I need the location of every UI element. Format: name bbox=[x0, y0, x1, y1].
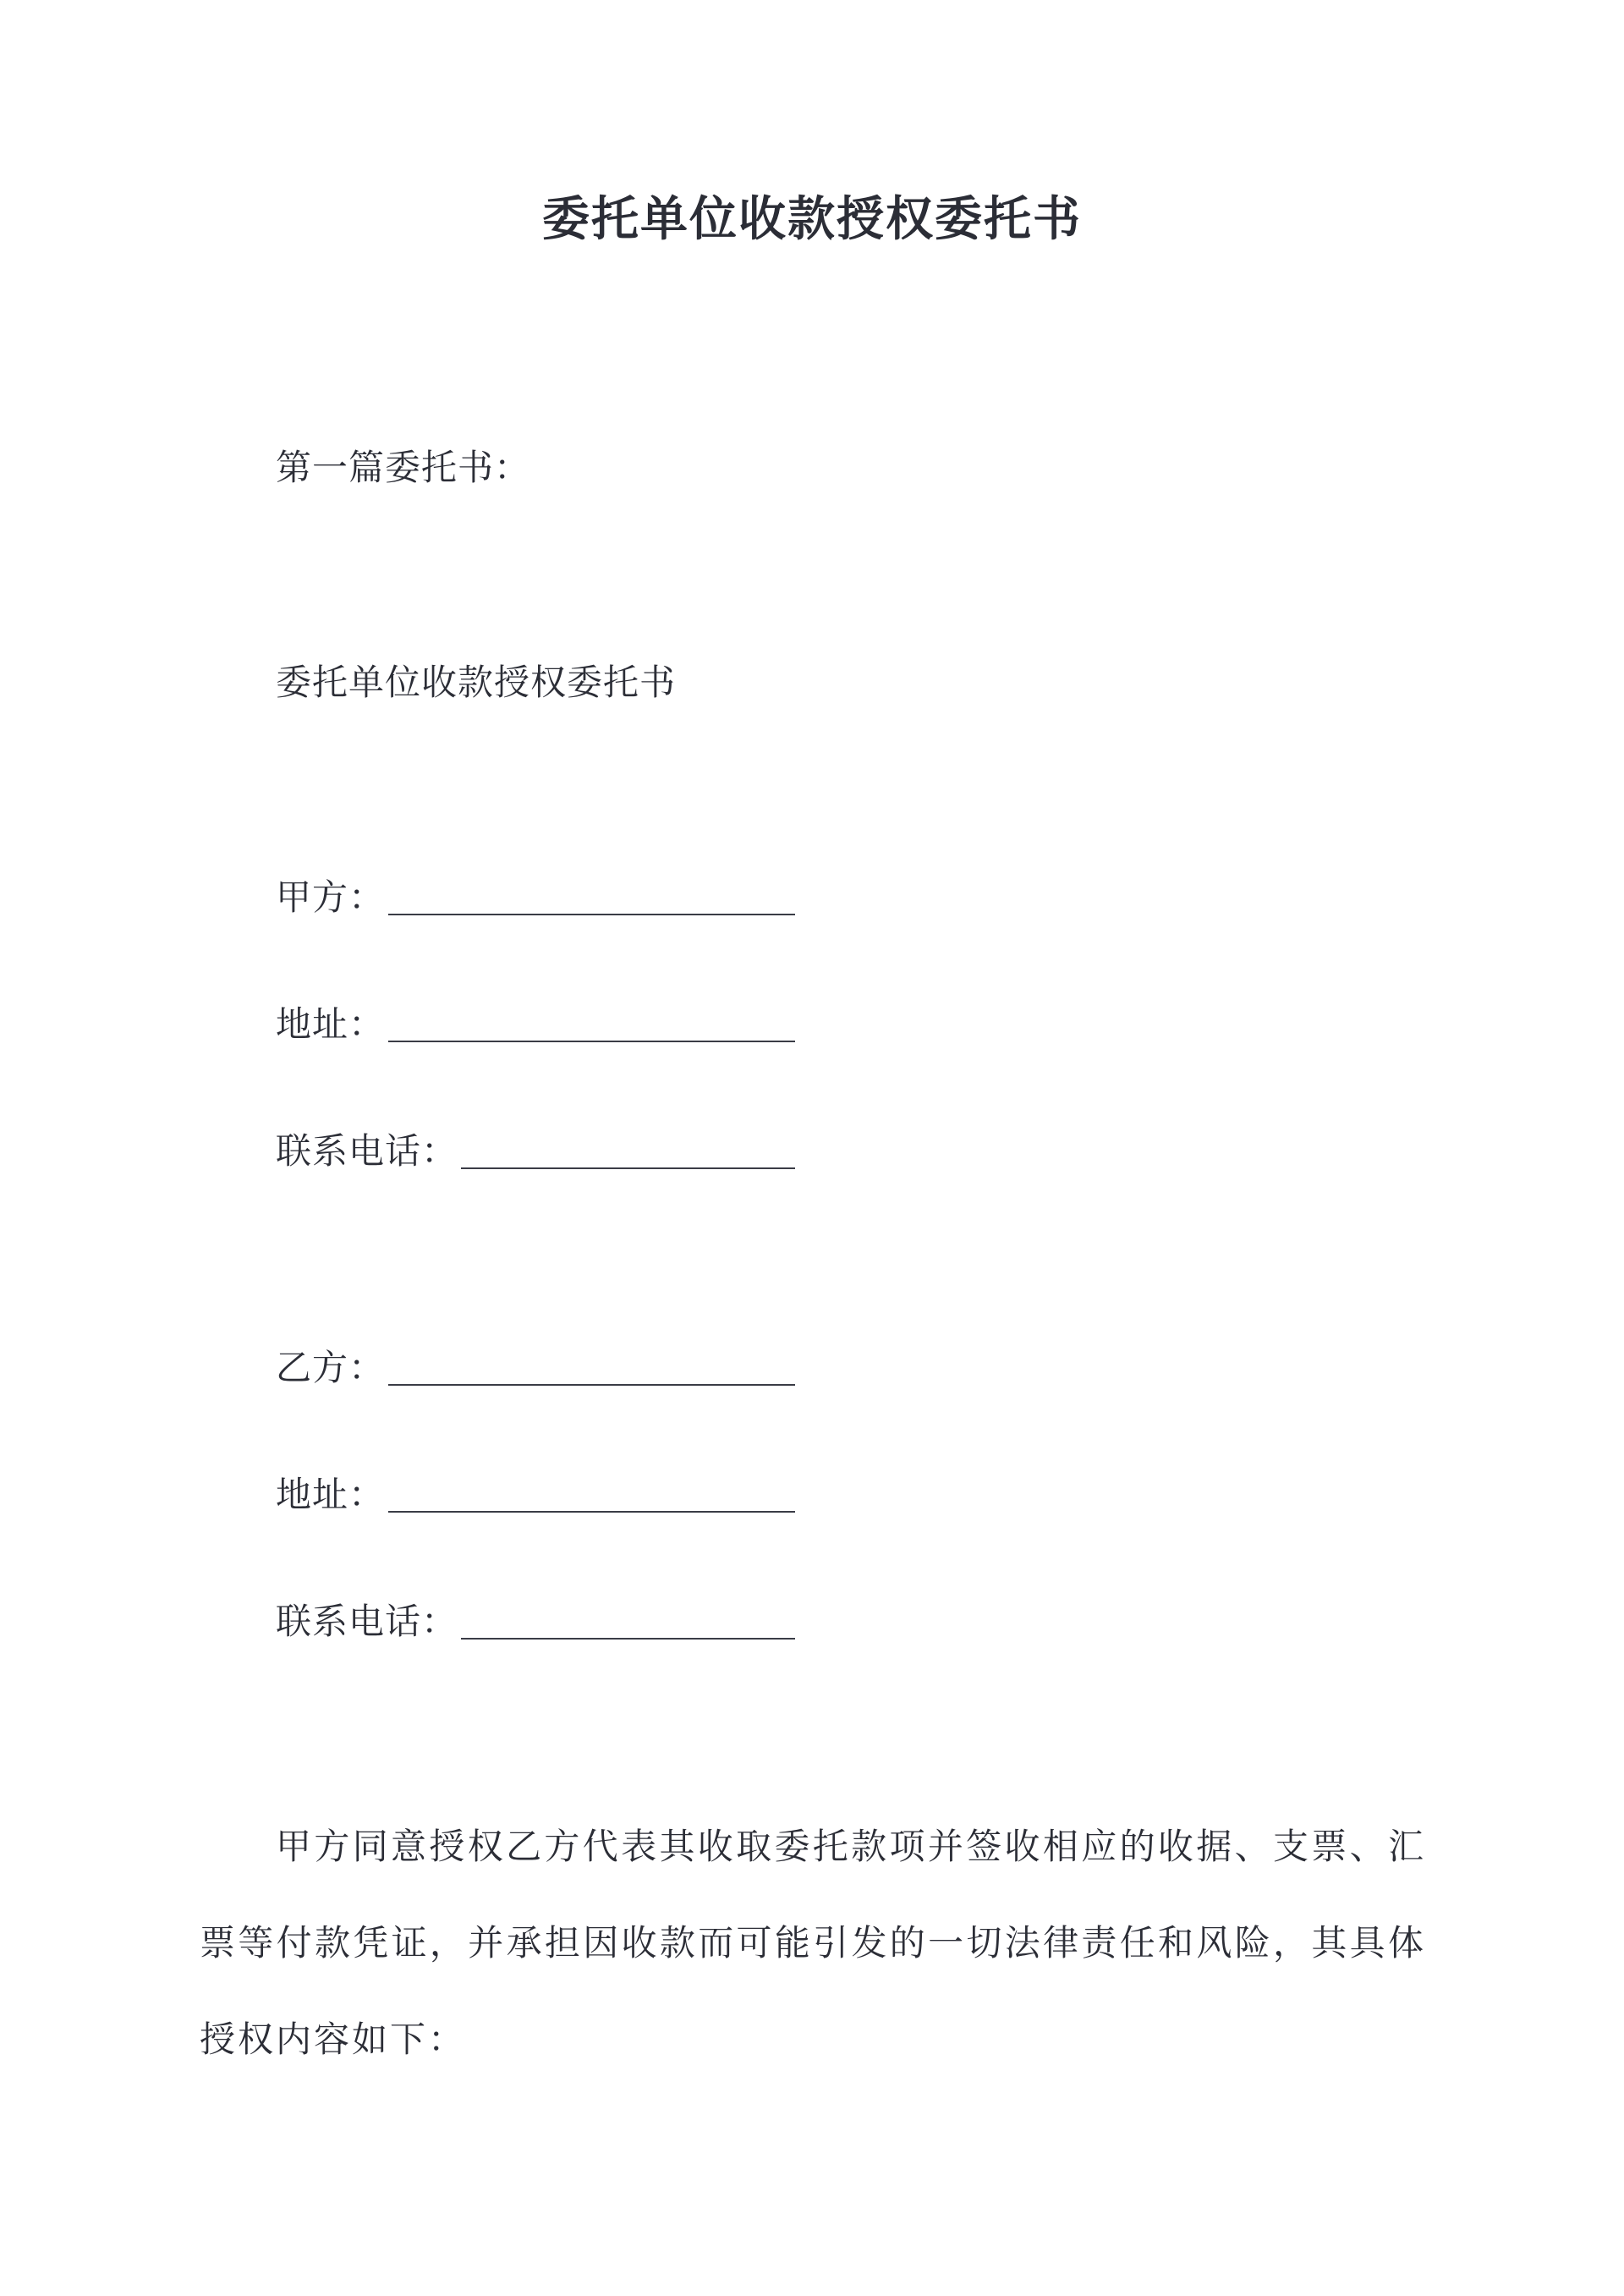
party-a-phone-label: 联系电话： bbox=[276, 1130, 458, 1172]
party-b-name-label: 乙方： bbox=[276, 1347, 386, 1388]
document-subtitle: 委托单位收款授权委托书 bbox=[276, 662, 677, 703]
party-a-name-label: 甲方： bbox=[276, 876, 386, 918]
document-title: 委托单位收款授权委托书 bbox=[542, 191, 1082, 247]
party-a-address-label: 地址： bbox=[276, 1003, 386, 1045]
party-b-phone-field bbox=[276, 1601, 795, 1643]
party-a-name-field bbox=[276, 876, 795, 919]
section-heading: 第一篇委托书： bbox=[276, 447, 531, 488]
authorization-paragraph: 甲方同意授权乙方代表其收取委托款项并签收相应的收据、支票、汇票等付款凭证，并承担因收款而可能引发的一切法律责任和风险，其具体授权内容如下： bbox=[200, 1826, 1426, 2060]
party-a-address-field bbox=[276, 1003, 795, 1046]
party-b-name-field bbox=[276, 1347, 795, 1389]
party-b-address-blank bbox=[388, 1480, 795, 1513]
party-b-address-field bbox=[276, 1474, 795, 1516]
party-a-name-blank bbox=[388, 883, 795, 915]
party-a-address-blank bbox=[388, 1010, 795, 1042]
party-b-address-label: 地址： bbox=[276, 1474, 386, 1515]
party-b-name-blank bbox=[388, 1354, 795, 1386]
party-a-phone-blank bbox=[461, 1137, 795, 1169]
party-b-phone-blank bbox=[461, 1607, 795, 1640]
party-b-phone-label: 联系电话： bbox=[276, 1601, 458, 1642]
party-a-phone-field bbox=[276, 1130, 795, 1173]
